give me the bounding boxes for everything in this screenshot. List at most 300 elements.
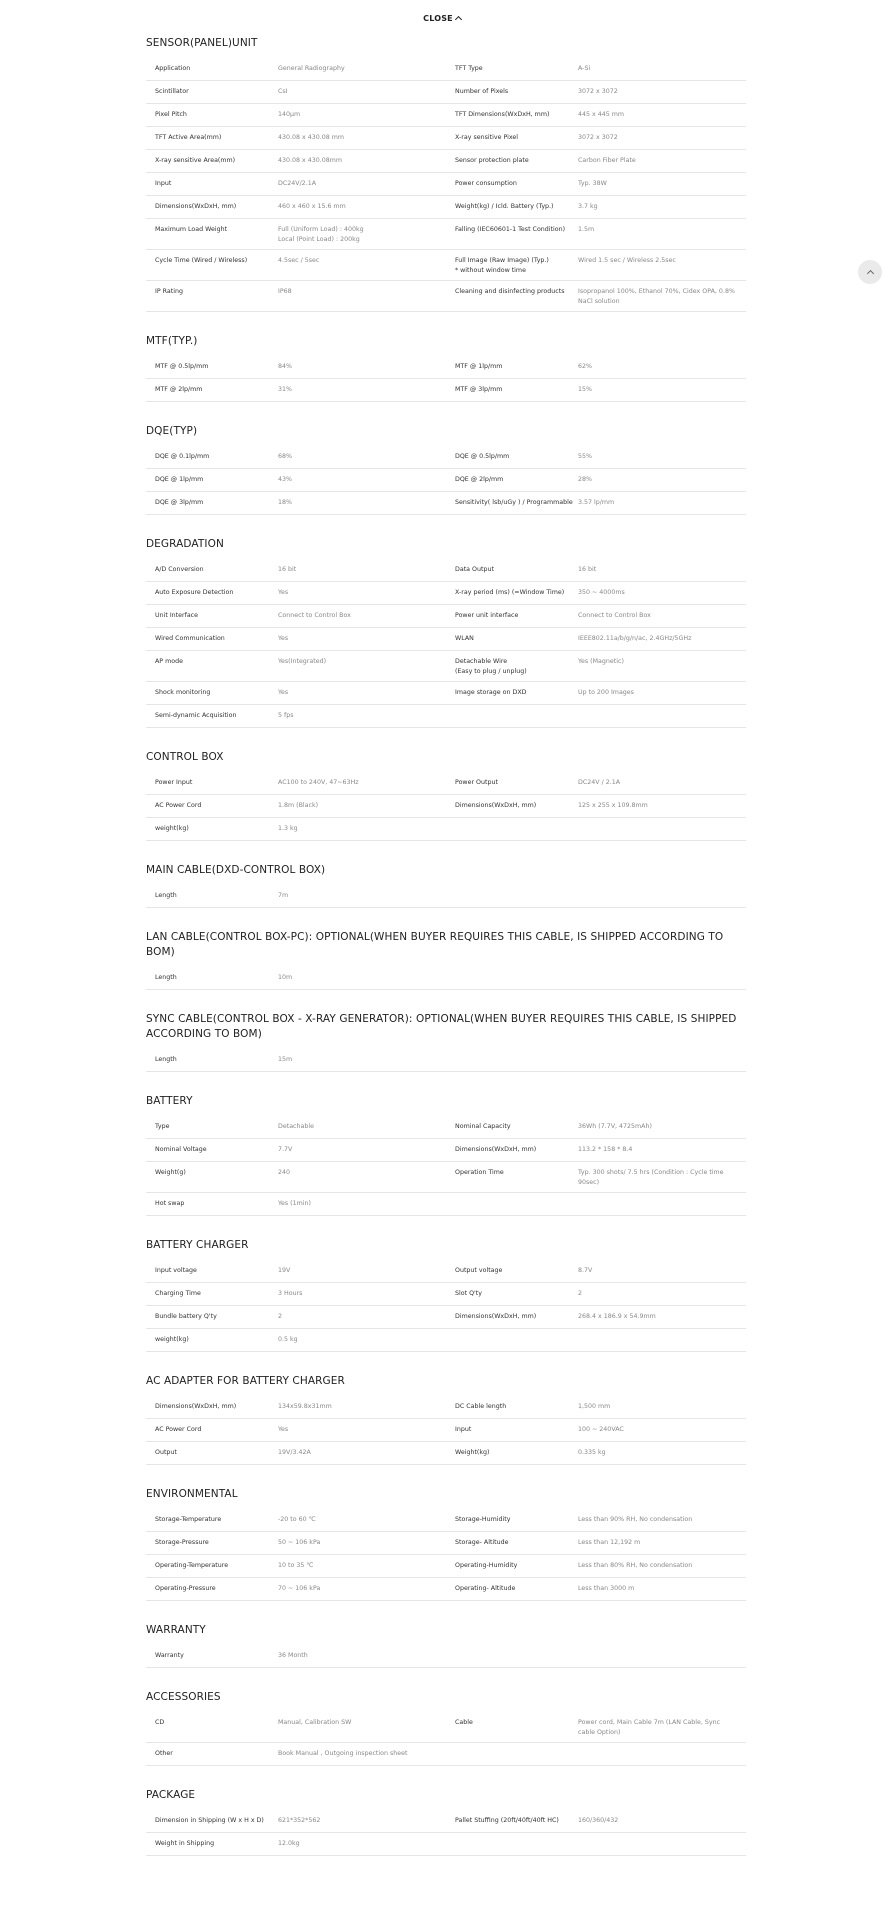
spec-section: [146, 1094, 746, 1216]
spec-row: [146, 1810, 746, 1833]
spec-label: Auto Exposure Detection: [155, 589, 234, 596]
spec-label: Dimensions(WxDxH, mm): [455, 1146, 537, 1153]
spec-value: 43%: [278, 476, 292, 483]
spec-value: AC100 to 240V, 47~63Hz: [278, 779, 359, 786]
spec-value: 8.7V: [578, 1267, 593, 1274]
spec-value: DC24V/2.1A: [278, 180, 317, 187]
spec-section: [146, 424, 746, 515]
spec-label: Length: [155, 1056, 177, 1063]
spec-value: Connect to Control Box: [578, 612, 651, 619]
spec-cell: [146, 705, 446, 727]
spec-content: [146, 26, 746, 1878]
spec-cell: [446, 81, 746, 103]
spec-cell: [146, 81, 446, 103]
spec-cell: [146, 173, 446, 195]
spec-label: MTF @ 2lp/mm: [155, 386, 203, 393]
spec-value: 55%: [578, 453, 592, 460]
spec-cell: [446, 1442, 746, 1464]
spec-label: Cable: [455, 1719, 473, 1726]
spec-label: Weight(g): [155, 1169, 186, 1176]
spec-label: MTF @ 1lp/mm: [455, 363, 503, 370]
spec-label: Power Input: [155, 779, 193, 786]
spec-cell: [146, 582, 446, 604]
spec-cell: [146, 446, 446, 468]
spec-row: [146, 1283, 746, 1306]
spec-value: Yes (Magnetic): [578, 658, 624, 665]
spec-label: X-ray period (ms) (=Window Time): [455, 589, 565, 596]
spec-value: 36 Month: [278, 1652, 308, 1659]
spec-section: [146, 334, 746, 402]
spec-cell: [446, 492, 746, 514]
spec-cell: [446, 196, 746, 218]
spec-label: TFT Dimensions(WxDxH, mm): [455, 111, 550, 118]
spec-cell: [146, 1139, 446, 1161]
spec-row: [146, 1509, 746, 1532]
spec-value: Connect to Control Box: [278, 612, 351, 619]
spec-label: Cycle Time (Wired / Wireless): [155, 257, 248, 264]
spec-row: [146, 58, 746, 81]
spec-label: Output voltage: [455, 1267, 503, 1274]
spec-value: 3072 x 3072: [578, 134, 618, 141]
spec-value: Power cord, Main Cable 7m (LAN Cable, Sync cable Option): [578, 1719, 721, 1736]
spec-section: [146, 537, 746, 728]
spec-value: 4.5sec / 5sec: [278, 257, 320, 264]
spec-row: [146, 379, 746, 402]
spec-cell: [146, 682, 446, 704]
spec-label: X-ray sensitive Pixel: [455, 134, 519, 141]
spec-cell: [446, 818, 746, 840]
spec-value: Yes: [278, 1426, 289, 1433]
spec-value: 16 bit: [578, 566, 597, 573]
spec-value: [578, 1199, 746, 1211]
spec-label: [446, 1651, 578, 1663]
spec-value: 31%: [278, 386, 292, 393]
spec-section: [146, 1788, 746, 1856]
spec-value: 19V/3.42A: [278, 1449, 311, 1456]
spec-value: 7m: [278, 892, 289, 899]
spec-label: Image storage on DXD: [455, 689, 527, 696]
spec-label: Full Image (Raw Image) (Typ.) * without window time: [455, 257, 549, 274]
spec-value: 445 x 445 mm: [578, 111, 625, 118]
spec-cell: [146, 795, 446, 817]
chevron-up-icon: [866, 269, 873, 276]
spec-cell: [146, 1555, 446, 1577]
spec-cell: [146, 281, 446, 311]
spec-cell: [446, 559, 746, 581]
spec-cell: [446, 1260, 746, 1282]
spec-cell: [446, 1578, 746, 1600]
spec-value: 113.2 * 158 * 8.4: [578, 1146, 633, 1153]
spec-value: [578, 1839, 746, 1851]
spec-value: 140µm: [278, 111, 301, 118]
spec-value: Typ. 300 shots/ 7.5 hrs (Condition : Cycle time 90sec): [578, 1169, 724, 1186]
spec-cell: [446, 356, 746, 378]
section-title: BATTERY CHARGER: [146, 1239, 249, 1251]
spec-row: [146, 559, 746, 582]
spec-label: [446, 973, 578, 985]
spec-label: Sensor protection plate: [455, 157, 529, 164]
scroll-to-top-button[interactable]: [858, 260, 882, 284]
spec-label: Power Output: [455, 779, 498, 786]
spec-row: [146, 967, 746, 990]
spec-cell: [446, 795, 746, 817]
spec-value: 0.335 kg: [578, 1449, 606, 1456]
spec-label: [446, 891, 578, 903]
spec-value: 2: [278, 1313, 283, 1320]
spec-row: [146, 1329, 746, 1352]
spec-value: Yes: [278, 589, 289, 596]
spec-row: [146, 281, 746, 312]
spec-cell: [446, 173, 746, 195]
spec-label: DQE @ 0.1lp/mm: [155, 453, 210, 460]
spec-label: Input: [155, 180, 172, 187]
spec-value: 10 to 35 ℃: [278, 1562, 314, 1569]
spec-row: [146, 446, 746, 469]
spec-cell: [446, 1162, 746, 1192]
spec-value: 2: [578, 1290, 583, 1297]
spec-cell: [446, 1509, 746, 1531]
spec-label: Storage- Altitude: [455, 1539, 509, 1546]
spec-cell: [146, 1162, 446, 1192]
spec-label: Falling (IEC60601-1 Test Condition): [455, 226, 566, 233]
spec-value: 350 ~ 4000ms: [578, 589, 625, 596]
spec-label: MTF @ 3lp/mm: [455, 386, 503, 393]
spec-label: Pixel Pitch: [155, 111, 187, 118]
spec-label: Length: [155, 974, 177, 981]
spec-row: [146, 605, 746, 628]
spec-value: 621*352*562: [278, 1817, 321, 1824]
spec-row: [146, 492, 746, 515]
spec-row: [146, 1743, 746, 1766]
spec-section: [146, 1012, 746, 1072]
spec-cell: [446, 1283, 746, 1305]
spec-value: Less than 80% RH, No condensation: [578, 1562, 693, 1569]
spec-cell: [446, 1555, 746, 1577]
spec-label: Detachable Wire (Easy to plug / unplug): [455, 658, 527, 675]
spec-value: 100 ~ 240VAC: [578, 1426, 624, 1433]
spec-value: 240: [278, 1169, 291, 1176]
section-title: AC ADAPTER FOR BATTERY CHARGER: [146, 1375, 345, 1387]
spec-cell: [446, 250, 746, 280]
spec-cell: [146, 772, 446, 794]
spec-cell: [146, 250, 446, 280]
spec-label: Dimensions(WxDxH, mm): [455, 802, 537, 809]
spec-row: [146, 651, 746, 682]
spec-section: [146, 36, 746, 312]
spec-cell: [146, 1578, 446, 1600]
spec-cell: [146, 818, 446, 840]
spec-cell: [146, 219, 446, 249]
spec-value: Less than 90% RH, No condensation: [578, 1516, 693, 1523]
spec-cell: [146, 127, 446, 149]
spec-row: [146, 196, 746, 219]
spec-row: [146, 682, 746, 705]
spec-label: DQE @ 3lp/mm: [155, 499, 204, 506]
spec-cell: [446, 1049, 746, 1071]
spec-cell: [446, 150, 746, 172]
spec-value: [578, 824, 746, 836]
close-label: CLOSE: [423, 14, 453, 23]
spec-cell: [446, 1833, 746, 1855]
spec-cell: [146, 1442, 446, 1464]
spec-row: [146, 127, 746, 150]
spec-cell: [446, 281, 746, 311]
spec-row: [146, 1442, 746, 1465]
spec-value: 160/360/432: [578, 1817, 619, 1824]
spec-label: Power consumption: [455, 180, 517, 187]
spec-label: [446, 711, 578, 723]
spec-label: Wired Communication: [155, 635, 225, 642]
spec-value: Up to 200 Images: [578, 689, 634, 696]
spec-cell: [146, 628, 446, 650]
spec-cell: [146, 1329, 446, 1351]
spec-cell: [146, 356, 446, 378]
spec-label: Maximum Load Weight: [155, 226, 228, 233]
spec-label: Output: [155, 1449, 177, 1456]
spec-cell: [146, 1509, 446, 1531]
spec-label: Cleaning and disinfecting products: [455, 288, 565, 295]
spec-value: CsI: [278, 88, 288, 95]
spec-value: A-Si: [578, 65, 591, 72]
spec-value: Less than 12,192 m: [578, 1539, 641, 1546]
spec-cell: [446, 582, 746, 604]
spec-row: [146, 818, 746, 841]
spec-value: 134x59.8x31mm: [278, 1403, 332, 1410]
spec-label: Nominal Voltage: [155, 1146, 207, 1153]
spec-label: IP Rating: [155, 288, 183, 295]
spec-cell: [446, 682, 746, 704]
section-title: LAN CABLE(CONTROL BOX-PC): OPTIONAL(WHEN BUYER REQUIRES THIS CABLE, IS SHIPPED ACCORDING TO BOM): [146, 931, 724, 958]
spec-cell: [446, 1329, 746, 1351]
spec-row: [146, 219, 746, 250]
spec-cell: [146, 1810, 446, 1832]
spec-value: 62%: [578, 363, 592, 370]
spec-row: [146, 1578, 746, 1601]
spec-label: Input: [455, 1426, 472, 1433]
spec-value: 3.57 lp/mm: [578, 499, 615, 506]
spec-row: [146, 705, 746, 728]
spec-value: [578, 1055, 746, 1067]
spec-cell: [146, 1833, 446, 1855]
spec-label: Type: [155, 1123, 170, 1130]
section-title: BATTERY: [146, 1095, 193, 1107]
spec-row: [146, 1306, 746, 1329]
spec-cell: [146, 1116, 446, 1138]
spec-row: [146, 1162, 746, 1193]
spec-value: 1.5m: [578, 226, 595, 233]
spec-cell: [446, 58, 746, 80]
section-title: SYNC CABLE(CONTROL BOX - X-RAY GENERATOR): OPTIONAL(WHEN BUYER REQUIRES THIS CABLE, IS SHIPPED ACCORDING TO BOM): [146, 1013, 737, 1040]
spec-value: Less than 3000 m: [578, 1585, 635, 1592]
spec-value: 10m: [278, 974, 293, 981]
spec-value: Yes(Integrated): [278, 658, 327, 665]
spec-label: Warranty: [155, 1652, 184, 1659]
spec-row: [146, 772, 746, 795]
spec-cell: [446, 1645, 746, 1667]
spec-label: Operating- Altitude: [455, 1585, 516, 1592]
spec-value: 19V: [278, 1267, 291, 1274]
spec-value: Wired 1.5 sec / Wireless 2.5sec: [578, 257, 676, 264]
spec-label: Operating-Humidity: [455, 1562, 518, 1569]
spec-cell: [146, 1532, 446, 1554]
spec-row: [146, 1532, 746, 1555]
close-button[interactable]: [0, 14, 884, 23]
spec-section: [146, 1690, 746, 1766]
spec-value: 0.5 kg: [278, 1336, 298, 1343]
spec-cell: [146, 1049, 446, 1071]
spec-label: DQE @ 2lp/mm: [455, 476, 504, 483]
section-title: MAIN CABLE(DXD-CONTROL BOX): [146, 864, 326, 876]
spec-cell: [446, 379, 746, 401]
spec-label: Weight(kg) / Icld. Battery (Typ.): [455, 203, 554, 210]
spec-section: [146, 1374, 746, 1465]
spec-cell: [146, 58, 446, 80]
spec-row: [146, 1049, 746, 1072]
spec-value: 3.7 kg: [578, 203, 598, 210]
spec-label: Other: [155, 1750, 173, 1757]
spec-row: [146, 173, 746, 196]
spec-cell: [146, 605, 446, 627]
spec-cell: [146, 967, 446, 989]
spec-label: Dimensions(WxDxH, mm): [455, 1313, 537, 1320]
spec-cell: [146, 492, 446, 514]
section-title: PACKAGE: [146, 1789, 196, 1801]
spec-value: 36Wh (7.7V, 4725mAh): [578, 1123, 652, 1130]
spec-cell: [446, 127, 746, 149]
section-title: CONTROL BOX: [146, 751, 224, 763]
spec-cell: [146, 559, 446, 581]
spec-value: IP68: [278, 288, 292, 295]
spec-label: Shock monitoring: [155, 689, 211, 696]
spec-value: 430.08 x 430.08mm: [278, 157, 343, 164]
spec-label: Power unit interface: [455, 612, 519, 619]
spec-row: [146, 1396, 746, 1419]
spec-cell: [446, 469, 746, 491]
spec-label: Input voltage: [155, 1267, 197, 1274]
spec-value: 430.08 x 430.08 mm: [278, 134, 345, 141]
spec-value: Full (Uniform Load) : 400kg Local (Point Load) : 200kg: [278, 226, 364, 243]
spec-row: [146, 104, 746, 127]
spec-cell: [446, 1810, 746, 1832]
spec-label: Unit Interface: [155, 612, 199, 619]
spec-cell: [446, 705, 746, 727]
spec-label: Number of Pixels: [455, 88, 509, 95]
spec-value: 1.8m (Black): [278, 802, 319, 809]
spec-label: Storage-Temperature: [155, 1516, 222, 1523]
spec-cell: [446, 885, 746, 907]
section-title: DEGRADATION: [146, 538, 224, 550]
section-title: SENSOR(PANEL)UNIT: [146, 37, 258, 49]
spec-cell: [146, 1283, 446, 1305]
spec-label: [446, 1839, 578, 1851]
spec-row: [146, 885, 746, 908]
spec-cell: [446, 651, 746, 681]
spec-label: TFT Active Area(mm): [155, 134, 222, 141]
spec-label: DQE @ 0.5lp/mm: [455, 453, 510, 460]
spec-label: Operation Time: [455, 1169, 504, 1176]
spec-value: 125 x 255 x 109.8mm: [578, 802, 648, 809]
spec-value: 12.0kg: [278, 1840, 300, 1847]
spec-cell: [146, 104, 446, 126]
spec-value: [578, 1651, 746, 1663]
spec-cell: [146, 150, 446, 172]
spec-cell: [446, 1306, 746, 1328]
spec-label: Dimension in Shipping (W x H x D): [155, 1817, 264, 1824]
spec-section: [146, 1487, 746, 1601]
spec-value: 50 ~ 106 kPa: [278, 1539, 321, 1546]
spec-value: 84%: [278, 363, 292, 370]
spec-label: Charging Time: [155, 1290, 201, 1297]
spec-label: Storage-Humidity: [455, 1516, 511, 1523]
spec-value: 1.3 kg: [278, 825, 298, 832]
section-title: WARRANTY: [146, 1624, 206, 1636]
section-title: MTF(TYP.): [146, 335, 198, 347]
spec-cell: [146, 1419, 446, 1441]
spec-value: 70 ~ 106 kPa: [278, 1585, 321, 1592]
spec-row: [146, 150, 746, 173]
spec-value: 18%: [278, 499, 292, 506]
spec-section: [146, 930, 746, 990]
spec-value: 15%: [578, 386, 592, 393]
spec-value: 5 fps: [278, 712, 294, 719]
spec-value: IEEE802.11a/b/g/n/ac, 2.4GHz/5GHz: [578, 635, 692, 642]
spec-value: 7.7V: [278, 1146, 293, 1153]
spec-label: AP mode: [155, 658, 183, 665]
spec-cell: [146, 885, 446, 907]
spec-label: DQE @ 1lp/mm: [155, 476, 204, 483]
spec-label: Weight(kg): [455, 1449, 490, 1456]
spec-row: [146, 356, 746, 379]
spec-value: 68%: [278, 453, 292, 460]
spec-label: AC Power Cord: [155, 1426, 202, 1433]
spec-cell: [146, 1712, 446, 1742]
section-title: DQE(TYP): [146, 425, 198, 437]
spec-value: Isopropanol 100%, Ethanol 70%, Cidex OPA, 0.8% NaCl solution: [578, 288, 735, 305]
spec-row: [146, 795, 746, 818]
spec-section: [146, 750, 746, 841]
spec-section: [146, 1238, 746, 1352]
section-title: ENVIRONMENTAL: [146, 1488, 238, 1500]
spec-label: Storage-Pressure: [155, 1539, 209, 1546]
spec-value: Carbon Fiber Plate: [578, 157, 636, 164]
spec-row: [146, 250, 746, 281]
spec-cell: [446, 1712, 746, 1742]
spec-value: Detachable: [278, 1123, 314, 1130]
spec-value: Typ. 38W: [578, 180, 607, 187]
spec-label: weight(kg): [155, 1336, 189, 1343]
spec-row: [146, 469, 746, 492]
spec-label: [446, 1055, 578, 1067]
spec-label: X-ray sensitive Area(mm): [155, 157, 236, 164]
spec-label: AC Power Cord: [155, 802, 202, 809]
spec-cell: [446, 1532, 746, 1554]
spec-cell: [146, 1193, 446, 1215]
spec-value: Yes (1min): [278, 1200, 311, 1207]
spec-cell: [146, 1306, 446, 1328]
spec-label: Application: [155, 65, 191, 72]
spec-cell: [446, 1193, 746, 1215]
spec-value: 3 Hours: [278, 1290, 303, 1297]
spec-label: Hot swap: [155, 1200, 185, 1207]
spec-label: Length: [155, 892, 177, 899]
spec-cell: [446, 1743, 746, 1765]
spec-label: [446, 1335, 578, 1347]
spec-cell: [146, 1743, 446, 1765]
spec-row: [146, 1833, 746, 1856]
spec-label: DC Cable length: [455, 1403, 507, 1410]
spec-row: [146, 1260, 746, 1283]
spec-label: Scintillator: [155, 88, 189, 95]
